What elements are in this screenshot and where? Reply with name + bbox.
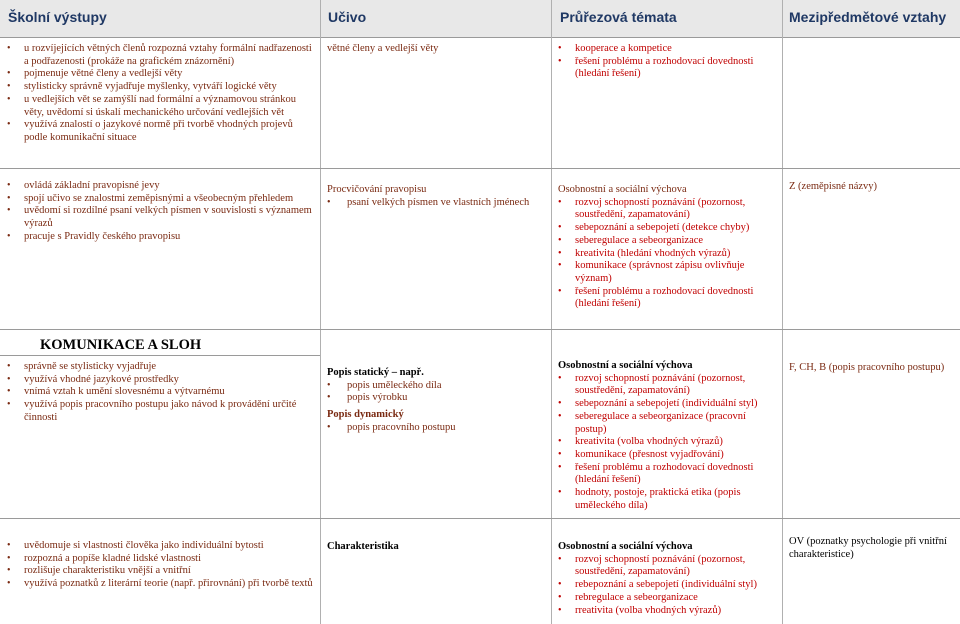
list-item: • řešení problému a rozhodovací dovednosti (hledání řešení): [558, 286, 780, 311]
list-item: • rozlišuje charakteristiku vnější a vnitřní: [24, 565, 316, 578]
list-item: • rozvoj schopností poznávání (pozornost, soustředění, zapamatování): [558, 373, 780, 398]
list-item: • popis pracovního postupu: [327, 422, 547, 435]
list-item: • rozvoj schopností poznávání (pozornost, soustředění, zapamatování): [558, 554, 780, 579]
section-divider: [0, 355, 320, 356]
topics-title: Osobnostní a sociální výchova: [558, 541, 693, 552]
list-item: • rozpozná a popíše kladné lidské vlastnosti: [24, 553, 316, 566]
list-item: • využívá znalostí o jazykové normě při tvorbě vhodných projevů podle komunikační situace: [24, 119, 316, 144]
row2-relations: Z (zeměpisné názvy): [789, 181, 878, 192]
list-item: • řešení problému a rozhodovací dovednosti (hledání řešení): [558, 462, 780, 487]
header-relations: Mezipředmětové vztahy: [789, 9, 947, 25]
row4-relations: OV (poznatky psychologie při vnitřní charakteristice): [789, 536, 947, 560]
row2-topics: [558, 184, 780, 311]
row-divider: [0, 168, 960, 169]
list-item: • u rozvíjejících větných členů rozpozná vztahy formální nadřazenosti a podřazenosti (prokáže na grafickém znázornění): [24, 43, 316, 68]
list-item: • rozvoj schopností poznávání (pozornost, soustředění, zapamatování): [558, 197, 780, 222]
list-item: • komunikace (přesnost vyjadřování): [558, 449, 780, 462]
row3-content: [327, 367, 547, 435]
list-item: • správně se stylisticky vyjadřuje: [24, 361, 316, 374]
list-item: • rebepoznání a sebepojetí (individuální styl): [558, 579, 780, 592]
header-cross-topics: Průřezová témata: [560, 9, 677, 25]
list-item: • uvědomuje si vlastnosti člověka jako individuální bytosti: [24, 540, 316, 553]
list-item: • pracuje s Pravidly českého pravopisu: [24, 231, 316, 244]
list-item: • spojí učivo se znalostmi zeměpisnými a všeobecným přehledem: [24, 193, 316, 206]
column-divider: [320, 0, 321, 624]
header-school-outputs: Školní výstupy: [8, 9, 107, 25]
list-item: • ovládá základní pravopisné jevy: [24, 180, 316, 193]
list-item: • řešení problému a rozhodovací dovednosti (hledání řešení): [558, 56, 780, 81]
list-item: • kreativita (hledání vhodných výrazů): [558, 248, 780, 261]
row-divider: [0, 329, 960, 330]
list-item: • rebregulace a sebeorganizace: [558, 592, 780, 605]
list-item: • kreativita (volba vhodných výrazů): [558, 436, 780, 449]
list-item: • pojmenuje větné členy a vedlejší věty: [24, 68, 316, 81]
list-item: • popis uměleckého díla: [327, 380, 547, 393]
list-item: • u vedlejších vět se zamýšlí nad formální a významovou stránkou věty, uvědomí si úskalí mechanického určování vedlejších vět: [24, 94, 316, 119]
content-title: Popis dynamický: [327, 409, 404, 421]
row3-outputs: [24, 361, 316, 425]
row3-topics: [558, 360, 780, 512]
row4-content: Charakteristika: [327, 541, 399, 552]
list-item: • vnímá vztah k umění slovesnému a výtvarnému: [24, 386, 316, 399]
table-header: [0, 0, 960, 38]
column-divider: [551, 0, 552, 624]
list-item: • seberegulace a sebeorganizace: [558, 235, 780, 248]
list-item: • hodnoty, postoje, praktická etika (popis uměleckého díla): [558, 487, 780, 512]
list-item: • využívá poznatků z literární teorie (např. přirovnání) při tvorbě textů: [24, 578, 316, 591]
topics-title: Osobnostní a sociální výchova: [558, 184, 687, 195]
row4-topics: [558, 541, 780, 617]
row4-outputs: [24, 540, 316, 591]
row2-outputs: [24, 180, 316, 244]
topics-title: Osobnostní a sociální výchova: [558, 360, 693, 371]
row2-content: [327, 184, 547, 209]
row1-topics: [558, 43, 780, 81]
row-divider: [0, 518, 960, 519]
list-item: • komunikace (správnost zápisu ovlivňuje význam): [558, 260, 780, 285]
section-heading: KOMUNIKACE A SLOH: [40, 337, 202, 353]
list-item: • uvědomí si rozdílné psaní velkých písmen v souvislosti s významem výrazů: [24, 205, 316, 230]
list-item: • využívá vhodné jazykové prostředky: [24, 374, 316, 387]
column-divider: [782, 0, 783, 624]
row1-content: větné členy a vedlejší věty: [327, 43, 439, 54]
row3-relations: F, CH, B (popis pracovního postupu): [789, 362, 945, 373]
list-item: • seberegulace a sebeorganizace (pracovní postup): [558, 411, 780, 436]
header-content: Učivo: [328, 9, 367, 25]
content-title: Procvičování pravopisu: [327, 184, 427, 195]
content-title: Popis statický – např.: [327, 367, 424, 378]
list-item: • sebepoznání a sebepojetí (individuální styl): [558, 398, 780, 411]
list-item: • rreativita (volba vhodných výrazů): [558, 605, 780, 618]
list-item: • sebepoznání a sebepojetí (detekce chyby): [558, 222, 780, 235]
list-item: • využívá popis pracovního postupu jako návod k provádění určité činnosti: [24, 399, 316, 424]
list-item: • popis výrobku: [327, 392, 547, 405]
list-item: • kooperace a kompetice: [558, 43, 780, 56]
list-item: • psaní velkých písmen ve vlastních jménech: [327, 197, 547, 210]
row1-outputs: [24, 43, 316, 145]
list-item: • stylisticky správně vyjadřuje myšlenky, vytváří logické věty: [24, 81, 316, 94]
